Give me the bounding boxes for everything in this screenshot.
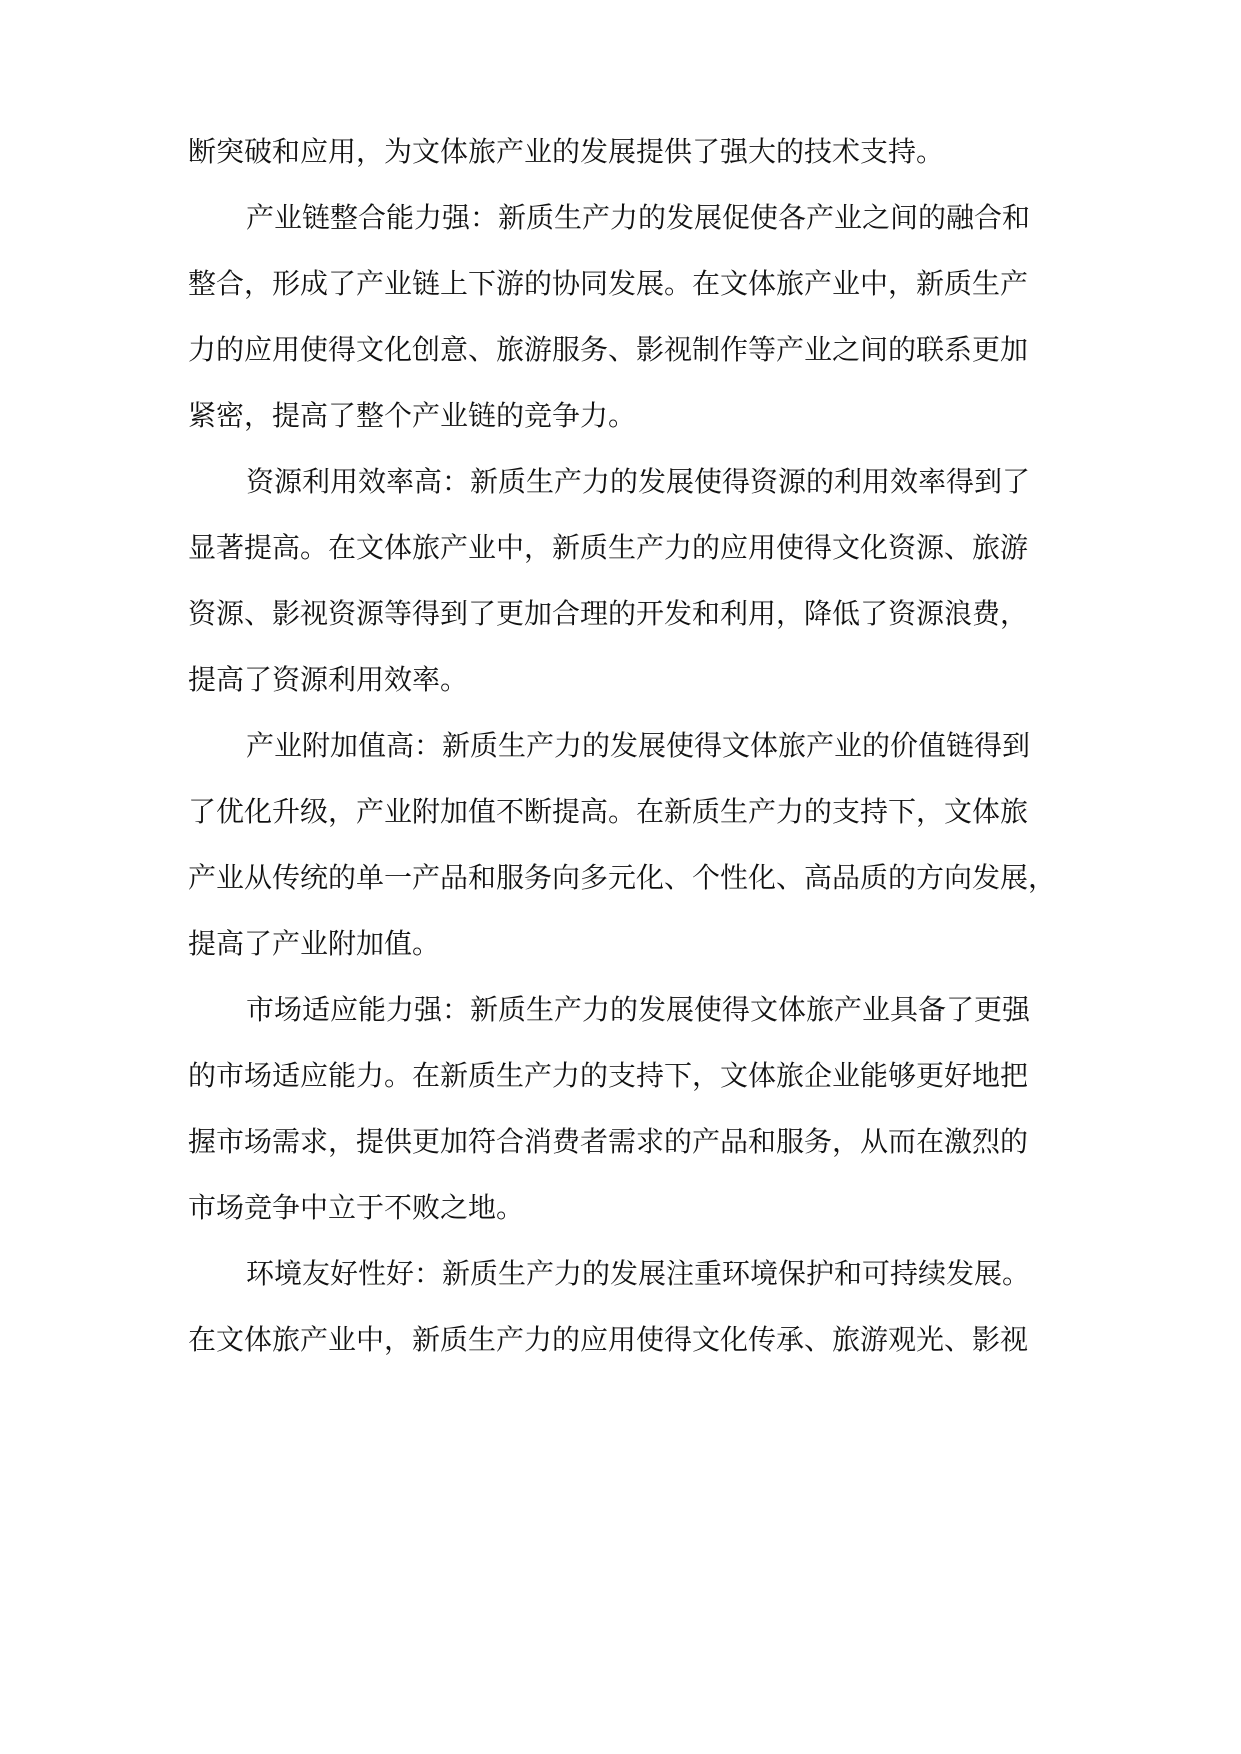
paragraph-line: 了优化升级，产业附加值不断提高。在新质生产力的支持下，文体旅 (188, 795, 1029, 828)
paragraph-line: 力的应用使得文化创意、旅游服务、影视制作等产业之间的联系更加 (188, 333, 1029, 366)
paragraph-line: 握市场需求，提供更加符合消费者需求的产品和服务，从而在激烈的 (188, 1125, 1029, 1158)
paragraph-line: 整合，形成了产业链上下游的协同发展。在文体旅产业中，新质生产 (188, 267, 1029, 300)
paragraph-line: 在文体旅产业中，新质生产力的应用使得文化传承、旅游观光、影视 (188, 1323, 1029, 1356)
paragraph-line: 市场适应能力强：新质生产力的发展使得文体旅产业具备了更强 (246, 993, 1031, 1026)
paragraph-line: 产业链整合能力强：新质生产力的发展促使各产业之间的融合和 (246, 201, 1031, 234)
paragraph-line: 显著提高。在文体旅产业中，新质生产力的应用使得文化资源、旅游 (188, 531, 1029, 564)
paragraph-line: 市场竞争中立于不败之地。 (188, 1191, 525, 1224)
paragraph-line: 产业附加值高：新质生产力的发展使得文体旅产业的价值链得到 (246, 729, 1031, 762)
paragraph-line: 环境友好性好：新质生产力的发展注重环境保护和可持续发展。 (246, 1257, 1031, 1290)
paragraph-line: 紧密，提高了整个产业链的竞争力。 (188, 399, 637, 432)
paragraph-line: 提高了资源利用效率。 (188, 663, 469, 696)
paragraph-line: 的市场适应能力。在新质生产力的支持下，文体旅企业能够更好地把 (188, 1059, 1029, 1092)
paragraph-line: 资源利用效率高：新质生产力的发展使得资源的利用效率得到了 (246, 465, 1031, 498)
paragraph-line: 断突破和应用，为文体旅产业的发展提供了强大的技术支持。 (188, 135, 945, 168)
paragraph-line: 产业从传统的单一产品和服务向多元化、个性化、高品质的方向发展， (188, 861, 1057, 894)
paragraph-line: 资源、影视资源等得到了更加合理的开发和利用，降低了资源浪费， (188, 597, 1029, 630)
paragraph-line: 提高了产业附加值。 (188, 927, 441, 960)
